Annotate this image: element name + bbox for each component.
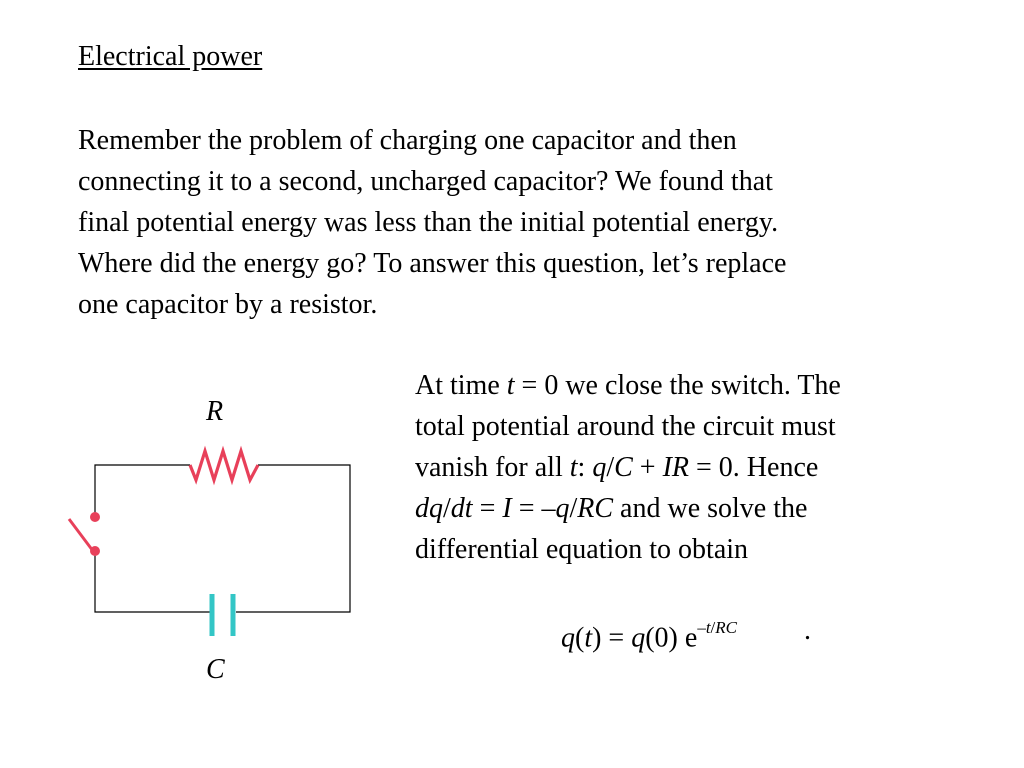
explanation-line-2: total potential around the circuit must bbox=[415, 411, 836, 442]
resistor-zigzag bbox=[190, 451, 258, 480]
explanation-line-5: differential equation to obtain bbox=[415, 534, 749, 565]
var-dq: dq bbox=[415, 493, 443, 524]
var-q: q bbox=[561, 622, 575, 654]
text-run: / bbox=[710, 618, 716, 637]
var-C: C bbox=[614, 452, 633, 483]
slide-title: Electrical power bbox=[78, 41, 263, 72]
intro-line: Where did the energy go? To answer this question, let’s replace bbox=[78, 248, 787, 279]
intro-line: final potential energy was less than the initial potential energy. bbox=[78, 207, 779, 238]
var-RC: RC bbox=[577, 493, 614, 524]
wire-top-left bbox=[95, 465, 190, 517]
text-run: = 0. Hence bbox=[689, 452, 819, 483]
text-run: / bbox=[569, 493, 578, 524]
text-run: = bbox=[472, 493, 503, 524]
explanation-line-1 bbox=[415, 365, 975, 406]
intro-line: one capacitor by a resistor. bbox=[78, 289, 378, 320]
explanation-paragraph bbox=[415, 365, 975, 570]
text-run: – bbox=[697, 618, 706, 637]
intro-line: Remember the problem of charging one capacitor and then bbox=[78, 125, 737, 156]
var-t: t bbox=[506, 370, 515, 401]
text-run: ) = bbox=[592, 622, 632, 654]
wire-top-right bbox=[236, 465, 350, 612]
wire-bottom-left bbox=[95, 551, 212, 612]
text-run: / bbox=[443, 493, 451, 524]
capacitor-label: C bbox=[206, 654, 225, 685]
text-run: = – bbox=[511, 493, 556, 524]
equation-period: . bbox=[804, 615, 811, 646]
switch-contact-bottom bbox=[90, 546, 100, 556]
solution-equation bbox=[561, 612, 737, 657]
var-q: q bbox=[592, 452, 607, 483]
explanation-line-3 bbox=[415, 447, 975, 488]
switch-arm bbox=[69, 519, 93, 551]
explanation-line-4 bbox=[415, 488, 975, 529]
var-t: t bbox=[569, 452, 578, 483]
resistor-label: R bbox=[206, 396, 224, 427]
text-run: + bbox=[632, 452, 663, 483]
text-run: = 0 we close the switch. The bbox=[514, 370, 841, 401]
var-t: t bbox=[584, 622, 593, 654]
switch-contact-top bbox=[90, 512, 100, 522]
text-run: At time bbox=[415, 370, 507, 401]
var-t: t bbox=[705, 618, 711, 637]
var-q: q bbox=[631, 622, 646, 654]
var-I: I bbox=[502, 493, 512, 524]
var-IR: IR bbox=[662, 452, 690, 483]
var-RC: RC bbox=[715, 618, 738, 637]
var-q: q bbox=[555, 493, 570, 524]
text-run: : bbox=[577, 452, 593, 483]
text-run: (0) e bbox=[645, 622, 698, 654]
intro-line: connecting it to a second, uncharged capacitor? We found that bbox=[78, 166, 773, 197]
text-run: vanish for all bbox=[415, 452, 570, 483]
exponent bbox=[697, 618, 737, 637]
var-dt: dt bbox=[450, 493, 473, 524]
text-run: and we solve the bbox=[613, 493, 808, 524]
text-run: / bbox=[606, 452, 615, 483]
text-run: ( bbox=[575, 622, 585, 654]
